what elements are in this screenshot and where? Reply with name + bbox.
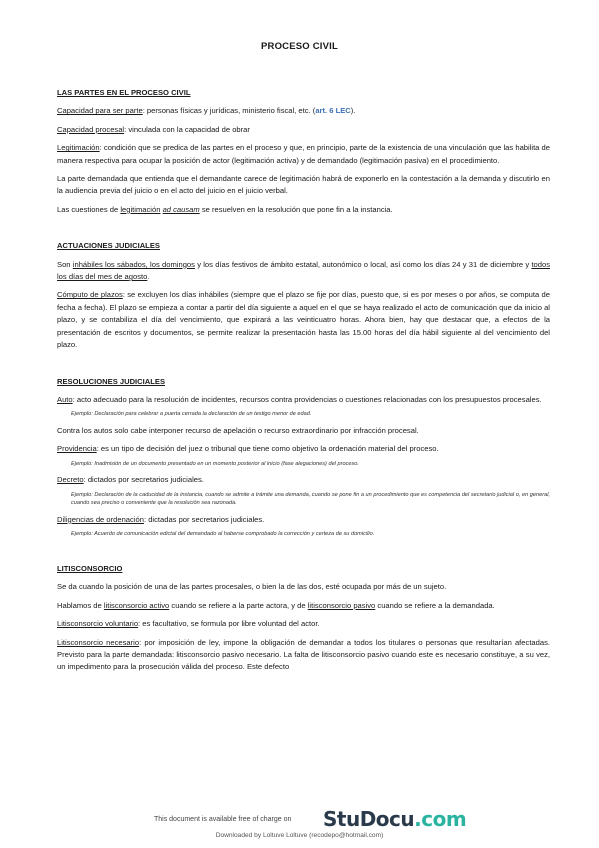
studocu-banner (0, 807, 599, 832)
example-providencia: Ejemplo: Inadmisión de un documento presentado en un momento posterior al inicio (fase alegaciones) del proceso. (71, 460, 359, 467)
section-heading-partes: LAS PARTES EN EL PROCESO CIVIL (57, 88, 191, 97)
document-body (57, 87, 550, 674)
example-diligencias: Ejemplo: Acuerdo de comunicación edictal del demandado al haberse comprobado la corrección y certeza de su domicilio. (71, 531, 375, 538)
section-heading-litisconsorcio: LITISCONSORCIO (57, 563, 123, 573)
paragraph-legitimacion: Legitimación: condición que se predica de las partes en el proceso y que, en principio, parte de la existencia de una vinculación que las habilita de manera respectiva para ocupar la posición de actor (legitimación activa) y de demandado (legitimación pasiva) en el procedimiento. (57, 143, 550, 165)
example-decreto: Ejemplo: Declaración de la caducidad de la instancia, cuando se admite a trámite una demanda, cuando se pone fin a un procedimiento que es competencia del secretario judicial o, en general, cuando sea preciso o conveniente que la resolución sea razonada. (71, 491, 550, 507)
example-auto: Ejemplo: Declaración para celebrar a puerta cerrada la declaración de un testigo menor de edad. (71, 411, 312, 418)
studocu-logo[interactable]: StuDocu.com (323, 807, 467, 831)
paragraph-litis-necesario: Litisconsorcio necesario: por imposición de ley, impone la obligación de demandar a todos los titulares o personas que resultarían afectadas. Previsto para la parte demandada: litisconsorcio pasivo necesario. La falta de litisconsorcio pasivo cuando este es necesario constituye, a su vez, un impedimento para la prosecución válida del proceso. Este defecto (57, 637, 551, 672)
paragraph-inhabiles: Son inhábiles los sábados, los domingos y los días festivos de ámbito estatal, autonómico o local, así como los días 24 y 31 de diciembre y todos los días del mes de agosto. (57, 259, 551, 282)
paragraph-providencia: Providencia: es un tipo de decisión del juez o tribunal que tiene como objetivo la ordenación material del proceso. (57, 444, 439, 454)
download-attribution: Downloaded by Loltuve Loltuve (recodepo@hotmail.com) (215, 832, 384, 839)
paragraph-litis-voluntario: Litisconsorcio voluntario: es facultativo, se formula por libre voluntad del actor. (57, 619, 320, 629)
paragraph-litis-activo-pasivo: Hablamos de litisconsorcio activo cuando se refiere a la parte actora, y de litisconsorcio pasivo cuando se refiere a la demandada. (57, 600, 495, 610)
paragraph-demandada: La parte demandada que entienda que el demandante carece de legitimación habrá de exponerlo en la contestación a la demanda y discutirlo en la audiencia previa del juicio o en el acto del juicio en el juicio verbal. (57, 174, 550, 196)
paragraph-decreto: Decreto: dictados por secretarios judiciales. (57, 475, 204, 485)
paragraph-litis-definicion: Se da cuando la posición de una de las partes procesales, o bien la de las dos, esté ocupada por más de un sujeto. (57, 582, 447, 592)
paragraph-capacidad-procesal: Capacidad procesal: vinculada con la capacidad de obrar (57, 124, 250, 134)
section-heading-actuaciones: ACTUACIONES JUDICIALES (57, 241, 160, 251)
paragraph-auto: Auto: acto adecuado para la resolución de incidentes, recursos contra providencias o cuestiones relacionadas con los presupuestos procesales. (57, 394, 542, 404)
paragraph-cuestiones: Las cuestiones de legitimación ad causam se resuelven en la resolución que pone fin a la instancia. (57, 204, 393, 214)
page-title: PROCESO CIVIL (260, 41, 339, 52)
paragraph-capacidad-parte: Capacidad para ser parte: personas físicas y jurídicas, ministerio fiscal, etc. (art. 6 LEC). (57, 106, 356, 116)
section-heading-resoluciones: RESOLUCIONES JUDICIALES (57, 376, 166, 386)
availability-notice: This document is available free of charge on (154, 816, 292, 823)
article-reference-link[interactable]: art. 6 LEC (315, 106, 351, 116)
paragraph-diligencias: Diligencias de ordenación: dictadas por secretarios judiciales. (57, 514, 265, 524)
paragraph-computo-plazos: Cómputo de plazos: se excluyen los días inhábiles (siempre que el plazo se fije por días, puesto que, si es por meses o por años, se computa de fecha a fecha). El plazo se empieza a contar a partir del día siguiente a aquel en el que se haya realizado el acto de comunicación que da inicio al plazo, y se contabiliza el día del vencimiento, que expirará a las veinticuatro horas. Ahora bien, hay que destacar que, a efectos de la presentación de escritos y documentos, se permite realizar la presentación hasta las 15.00 horas del día hábil siguiente al del vencimiento del plazo. (57, 290, 550, 350)
paragraph-contra-autos: Contra los autos solo cabe interponer recurso de apelación o recurso extraordinario por infracción procesal. (57, 425, 419, 435)
